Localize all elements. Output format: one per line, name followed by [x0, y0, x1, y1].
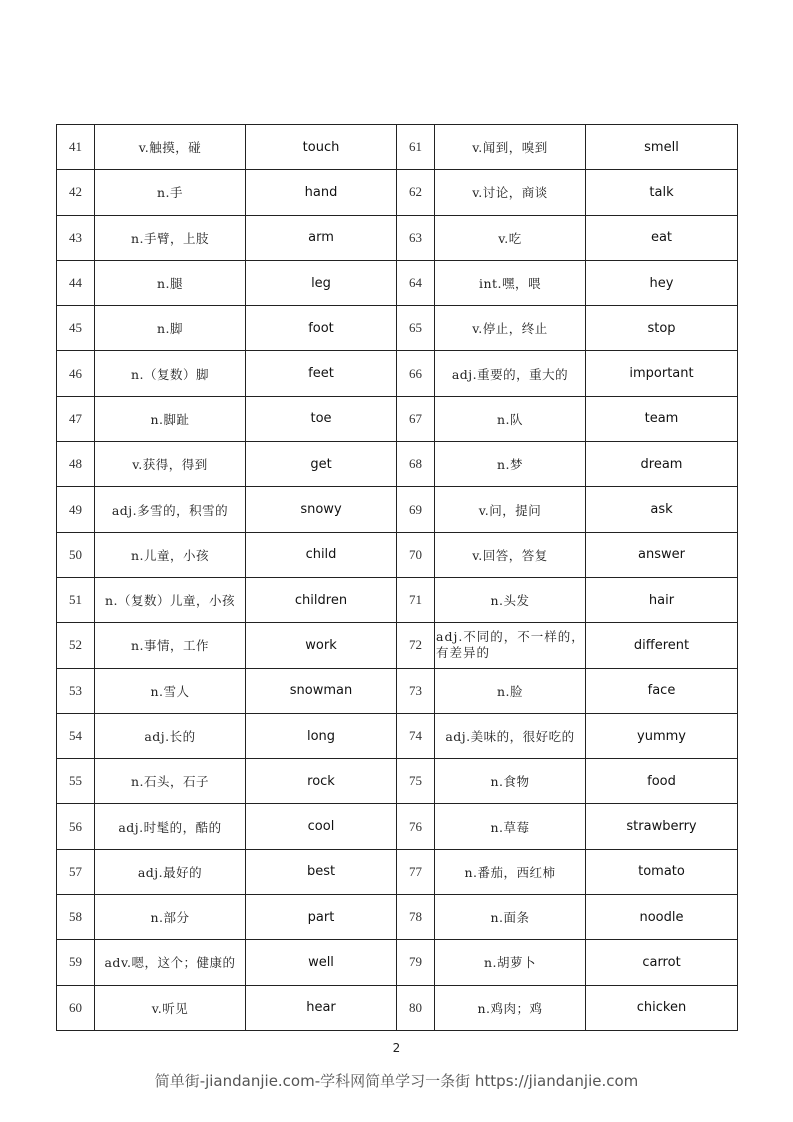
word-number-cell: 79: [397, 940, 435, 985]
chinese-meaning-cell: n.草莓: [435, 804, 586, 849]
english-word-cell: get: [246, 442, 397, 487]
table-row: [57, 759, 738, 804]
word-number-cell: 58: [57, 895, 95, 940]
word-number-cell: 53: [57, 668, 95, 713]
word-number-cell: 52: [57, 623, 95, 668]
chinese-meaning-cell: int.嘿，喂: [435, 260, 586, 305]
chinese-meaning-cell: n.石头，石子: [95, 759, 246, 804]
english-word-cell: smell: [586, 125, 738, 170]
table-row: [57, 396, 738, 441]
english-word-cell: food: [586, 759, 738, 804]
english-word-cell: long: [246, 713, 397, 758]
word-number-cell: 61: [397, 125, 435, 170]
chinese-meaning-cell: v.问，提问: [435, 487, 586, 532]
english-word-cell: touch: [246, 125, 397, 170]
english-word-cell: foot: [246, 306, 397, 351]
word-number-cell: 72: [397, 623, 435, 668]
word-number-cell: 43: [57, 215, 95, 260]
table-row: [57, 442, 738, 487]
chinese-meaning-cell: v.停止，终止: [435, 306, 586, 351]
chinese-meaning-cell: v.讨论，商谈: [435, 170, 586, 215]
word-number-cell: 55: [57, 759, 95, 804]
english-word-cell: ask: [586, 487, 738, 532]
table-row: [57, 487, 738, 532]
english-word-cell: snowy: [246, 487, 397, 532]
word-number-cell: 71: [397, 577, 435, 622]
word-number-cell: 46: [57, 351, 95, 396]
word-number-cell: 51: [57, 577, 95, 622]
word-number-cell: 70: [397, 532, 435, 577]
word-number-cell: 68: [397, 442, 435, 487]
word-number-cell: 63: [397, 215, 435, 260]
chinese-meaning-cell: n.部分: [95, 895, 246, 940]
word-number-cell: 48: [57, 442, 95, 487]
word-number-cell: 65: [397, 306, 435, 351]
word-number-cell: 54: [57, 713, 95, 758]
english-word-cell: hear: [246, 985, 397, 1030]
vocabulary-table: [56, 124, 738, 1031]
chinese-meaning-cell: v.触摸，碰: [95, 125, 246, 170]
table-row: [57, 260, 738, 305]
word-number-cell: 57: [57, 849, 95, 894]
english-word-cell: chicken: [586, 985, 738, 1030]
english-word-cell: yummy: [586, 713, 738, 758]
english-word-cell: best: [246, 849, 397, 894]
vocabulary-table-body: [57, 125, 738, 1031]
english-word-cell: hair: [586, 577, 738, 622]
chinese-meaning-cell: adj.时髦的，酷的: [95, 804, 246, 849]
english-word-cell: toe: [246, 396, 397, 441]
table-row: [57, 940, 738, 985]
english-word-cell: rock: [246, 759, 397, 804]
english-word-cell: feet: [246, 351, 397, 396]
word-number-cell: 42: [57, 170, 95, 215]
table-row: [57, 577, 738, 622]
chinese-meaning-cell: n.队: [435, 396, 586, 441]
chinese-meaning-cell: n.雪人: [95, 668, 246, 713]
chinese-meaning-cell: adj.多雪的，积雪的: [95, 487, 246, 532]
chinese-meaning-cell: n.脸: [435, 668, 586, 713]
table-row: [57, 351, 738, 396]
english-word-cell: answer: [586, 532, 738, 577]
chinese-meaning-cell: v.吃: [435, 215, 586, 260]
word-number-cell: 62: [397, 170, 435, 215]
chinese-meaning-cell: n.番茄，西红柿: [435, 849, 586, 894]
word-number-cell: 76: [397, 804, 435, 849]
chinese-meaning-cell: n.事情，工作: [95, 623, 246, 668]
word-number-cell: 59: [57, 940, 95, 985]
chinese-meaning-cell: adj.长的: [95, 713, 246, 758]
table-row: [57, 125, 738, 170]
chinese-meaning-cell: n.面条: [435, 895, 586, 940]
word-number-cell: 67: [397, 396, 435, 441]
english-word-cell: stop: [586, 306, 738, 351]
english-word-cell: well: [246, 940, 397, 985]
chinese-meaning-cell: adv.嗯，这个；健康的: [95, 940, 246, 985]
table-row: [57, 668, 738, 713]
english-word-cell: work: [246, 623, 397, 668]
table-row: [57, 306, 738, 351]
chinese-meaning-cell: n.梦: [435, 442, 586, 487]
chinese-meaning-cell: n.腿: [95, 260, 246, 305]
english-word-cell: different: [586, 623, 738, 668]
table-row: [57, 532, 738, 577]
english-word-cell: child: [246, 532, 397, 577]
chinese-meaning-cell: adj.重要的，重大的: [435, 351, 586, 396]
word-number-cell: 41: [57, 125, 95, 170]
chinese-meaning-cell: v.闻到，嗅到: [435, 125, 586, 170]
chinese-meaning-cell: n.（复数）儿童，小孩: [95, 577, 246, 622]
english-word-cell: cool: [246, 804, 397, 849]
word-number-cell: 73: [397, 668, 435, 713]
word-number-cell: 66: [397, 351, 435, 396]
english-word-cell: leg: [246, 260, 397, 305]
table-row: [57, 895, 738, 940]
english-word-cell: part: [246, 895, 397, 940]
english-word-cell: noodle: [586, 895, 738, 940]
table-row: [57, 170, 738, 215]
word-number-cell: 78: [397, 895, 435, 940]
word-number-cell: 50: [57, 532, 95, 577]
chinese-meaning-cell: n.脚: [95, 306, 246, 351]
word-number-cell: 77: [397, 849, 435, 894]
table-row: [57, 215, 738, 260]
english-word-cell: face: [586, 668, 738, 713]
chinese-meaning-cell: adj.最好的: [95, 849, 246, 894]
table-row: [57, 713, 738, 758]
chinese-meaning-cell: n.脚趾: [95, 396, 246, 441]
english-word-cell: strawberry: [586, 804, 738, 849]
word-number-cell: 44: [57, 260, 95, 305]
english-word-cell: tomato: [586, 849, 738, 894]
word-number-cell: 74: [397, 713, 435, 758]
site-watermark: 简单街-jiandanjie.com-学科网简单学习一条街 https://jiandanjie.com: [154, 1072, 639, 1090]
chinese-meaning-cell: n.胡萝卜: [435, 940, 586, 985]
word-number-cell: 47: [57, 396, 95, 441]
english-word-cell: dream: [586, 442, 738, 487]
english-word-cell: important: [586, 351, 738, 396]
english-word-cell: team: [586, 396, 738, 441]
chinese-meaning-cell: n.手: [95, 170, 246, 215]
page-number: 2: [392, 1041, 401, 1055]
word-number-cell: 75: [397, 759, 435, 804]
chinese-meaning-cell: v.听见: [95, 985, 246, 1030]
english-word-cell: carrot: [586, 940, 738, 985]
english-word-cell: children: [246, 577, 397, 622]
word-number-cell: 64: [397, 260, 435, 305]
word-number-cell: 69: [397, 487, 435, 532]
word-number-cell: 60: [57, 985, 95, 1030]
table-row: [57, 804, 738, 849]
chinese-meaning-cell: adj.不同的，不一样的，有差异的: [435, 623, 586, 668]
english-word-cell: arm: [246, 215, 397, 260]
word-number-cell: 45: [57, 306, 95, 351]
english-word-cell: talk: [586, 170, 738, 215]
english-word-cell: hey: [586, 260, 738, 305]
english-word-cell: snowman: [246, 668, 397, 713]
chinese-meaning-cell: n.儿童，小孩: [95, 532, 246, 577]
chinese-meaning-cell: v.回答，答复: [435, 532, 586, 577]
word-number-cell: 80: [397, 985, 435, 1030]
table-row: [57, 985, 738, 1030]
table-row: [57, 623, 738, 668]
chinese-meaning-cell: adj.美味的，很好吃的: [435, 713, 586, 758]
english-word-cell: hand: [246, 170, 397, 215]
chinese-meaning-cell: n.（复数）脚: [95, 351, 246, 396]
table-row: [57, 849, 738, 894]
word-number-cell: 49: [57, 487, 95, 532]
chinese-meaning-cell: n.头发: [435, 577, 586, 622]
word-number-cell: 56: [57, 804, 95, 849]
chinese-meaning-cell: v.获得，得到: [95, 442, 246, 487]
chinese-meaning-cell: n.手臂，上肢: [95, 215, 246, 260]
chinese-meaning-cell: n.食物: [435, 759, 586, 804]
english-word-cell: eat: [586, 215, 738, 260]
chinese-meaning-cell: n.鸡肉；鸡: [435, 985, 586, 1030]
